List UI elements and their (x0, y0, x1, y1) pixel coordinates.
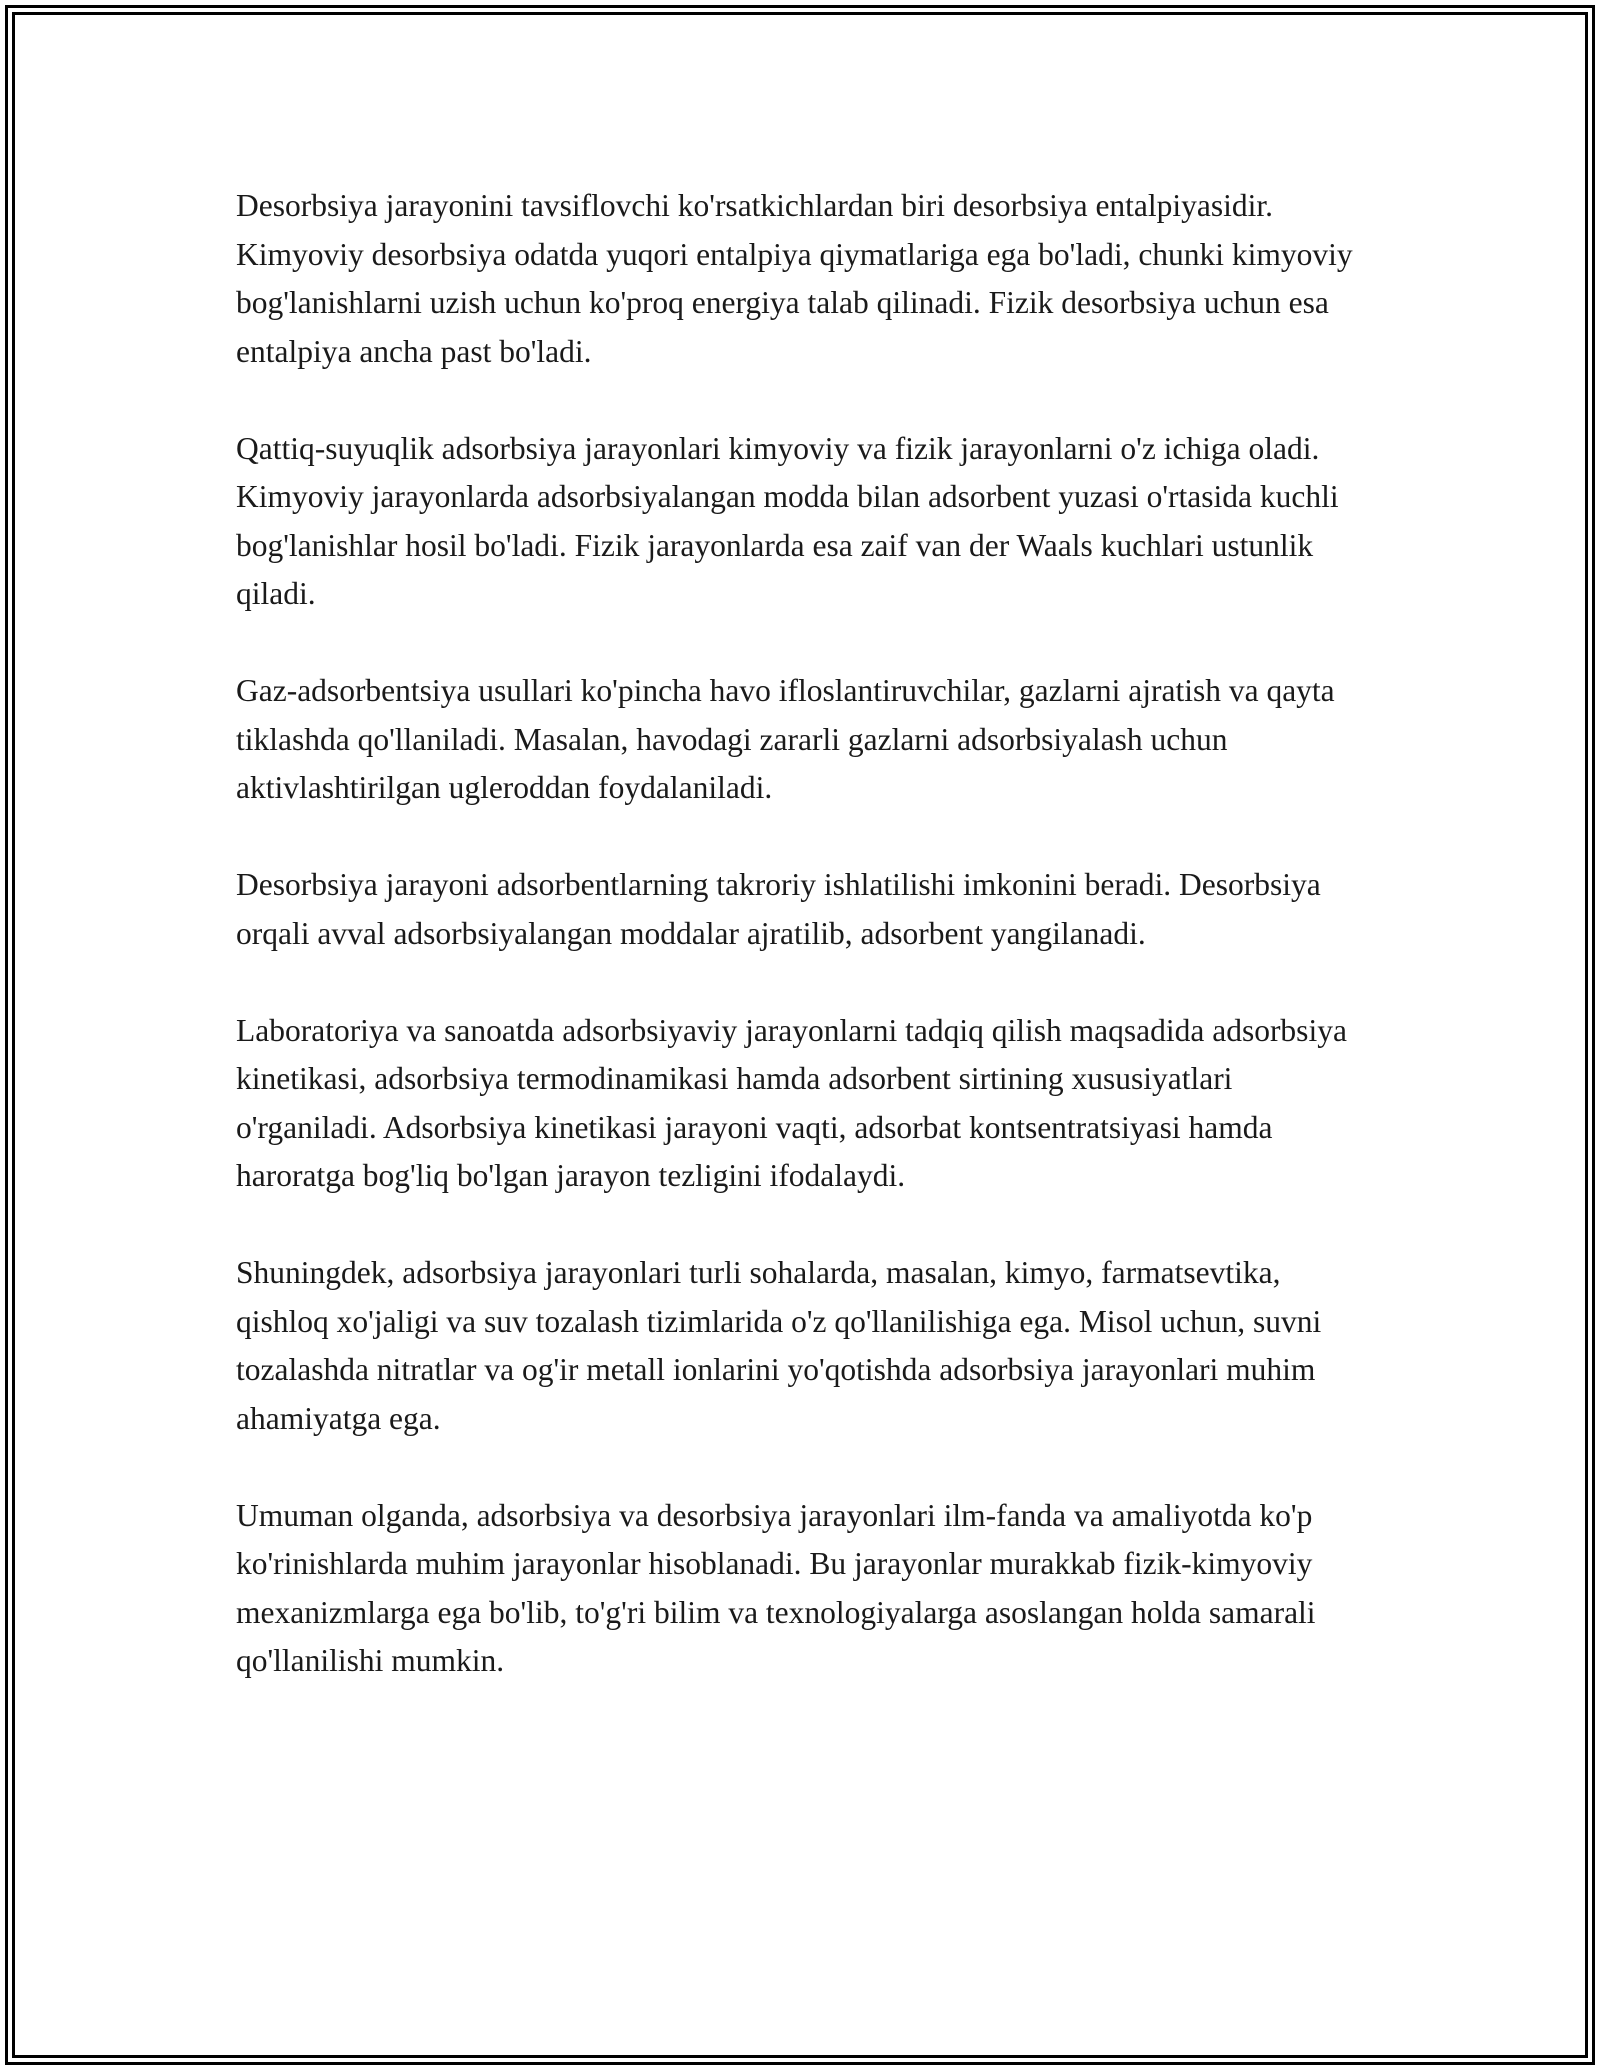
document-body (236, 182, 1376, 1686)
paragraph-conclusion: Umuman olganda, adsorbsiya va desorbsiya jarayonlari ilm-fanda va amaliyotda ko'p ko'rinishlarda muhim jarayonlar hisoblanadi. Bu jarayonlar murakkab fizik-kimyoviy mexanizmlarga ega bo'lib, to'g'ri bilim va texnologiyalarga asoslangan holda samarali qo'llanilishi mumkin. (236, 1497, 1316, 1678)
paragraph-applications: Shuningdek, adsorbsiya jarayonlari turli sohalarda, masalan, kimyo, farmatsevtika, qishloq xo'jaligi va suv tozalash tizimlarida o'z qo'llanilishiga ega. Misol uchun, suvni tozalashda nitratlar va og'ir metall ionlarini yo'qotishda adsorbsiya jarayonlari muhim ahamiyatga ega. (236, 1255, 1322, 1436)
paragraph-laboratory-industry: Laboratoriya va sanoatda adsorbsiyaviy jarayonlarni tadqiq qilish maqsadida adsorbsiya kinetikasi, adsorbsiya termodinamikasi hamda adsorbent sirtining xususiyatlari o'rganiladi. Adsorbsiya kinetikasi jarayoni vaqti, adsorbat kontsentratsiyasi hamda haroratga bog'liq bo'lgan jarayon tezligini ifodalaydi. (236, 1012, 1347, 1193)
paragraph-desorption-reuse: Desorbsiya jarayoni adsorbentlarning takroriy ishlatilishi imkonini beradi. Desorbsiya orqali avval adsorbsiyalangan moddalar ajratilib, adsorbent yangilanadi. (236, 867, 1321, 951)
paragraph-gas-adsorbent-methods: Gaz-adsorbentsiya usullari ko'pincha havo ifloslantiruvchilar, gazlarni ajratish va qayta tiklashda qo'llaniladi. Masalan, havodagi zararli gazlarni adsorbsiyalash uchun aktivlashtirilgan ugleroddan foydalaniladi. (236, 673, 1335, 805)
paragraph-solid-liquid-adsorption: Qattiq-suyuqlik adsorbsiya jarayonlari kimyoviy va fizik jarayonlarni o'z ichiga oladi. Kimyoviy jarayonlarda adsorbsiyalangan modda bilan adsorbent yuzasi o'rtasida kuchli bog'lanishlar hosil bo'ladi. Fizik jarayonlarda esa zaif van der Waals kuchlari ustunlik qiladi. (236, 430, 1339, 611)
paragraph-desorption-enthalpy: Desorbsiya jarayonini tavsiflovchi ko'rsatkichlardan biri desorbsiya entalpiyasidir. Kimyoviy desorbsiya odatda yuqori entalpiya qiymatlariga ega bo'ladi, chunki kimyoviy bog'lanishlarni uzish uchun ko'proq energiya talab qilinadi. Fizik desorbsiya uchun esa entalpiya ancha past bo'ladi. (236, 188, 1353, 369)
